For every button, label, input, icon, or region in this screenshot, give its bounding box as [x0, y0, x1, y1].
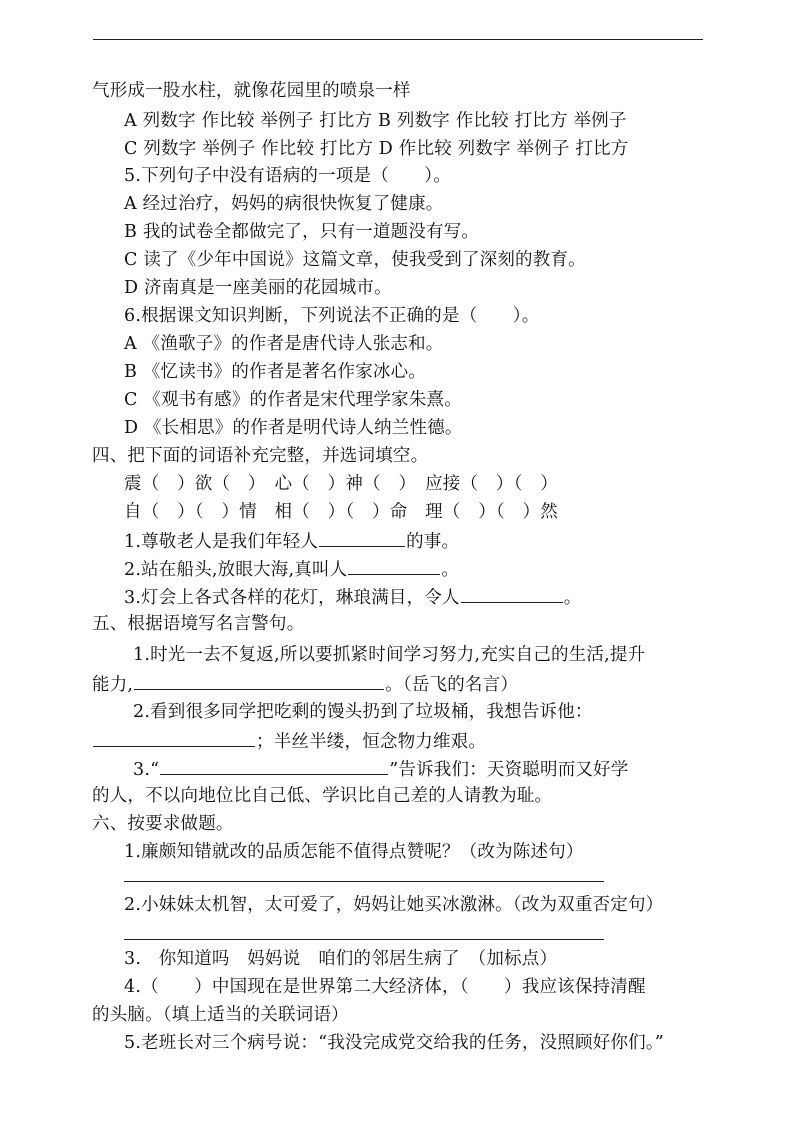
sentence-text: 。 [441, 560, 460, 580]
option-c: C 《观书有感》的作者是宋代理学家朱熹。 [124, 390, 462, 410]
sentence-text: 2.站在船头,放眼大海,真叫人 [124, 560, 348, 580]
answer-blank[interactable] [93, 728, 255, 747]
task-4: 4.（ ）中国现在是世界第二大经济体，（ ）我应该保持清醒 [124, 977, 646, 997]
sentence-text: ”告诉我们：天资聪明而又好学 [389, 760, 629, 780]
answer-line[interactable] [124, 881, 604, 882]
question-5: 5.下列句子中没有语病的一项是（ ）。 [124, 166, 451, 186]
option-c: C 读了《少年中国说》这篇文章，使我受到了深刻的教育。 [124, 250, 586, 270]
fill-sentence-3 [124, 584, 581, 608]
task-1: 1.廉颇知错就改的品质怎能不值得点赞呢？（改为陈述句） [124, 842, 584, 862]
answer-blank[interactable] [461, 584, 563, 603]
option-d: D 《长相思》的作者是明代诗人纳兰性德。 [124, 418, 463, 438]
sentence-text: 1.尊敬老人是我们年轻人 [124, 532, 319, 552]
fill-sentence-1 [124, 528, 459, 552]
sentence-text: 的事。 [406, 532, 460, 552]
option-b: B 《忆读书》的作者是著名作家冰心。 [124, 362, 427, 382]
sentence-text: 3.灯会上各式各样的花灯，琳琅满目，令人 [124, 588, 460, 608]
sentence-text: 3.“ [133, 760, 160, 780]
answer-blank[interactable] [348, 556, 440, 575]
text-line: 的头脑。（填上适当的关联词语） [92, 1005, 349, 1025]
option-line: C 列数字 举例子 作比较 打比方 D 作比较 列数字 举例子 打比方 [124, 139, 629, 159]
question-6: 6.根据课文知识判断，下列说法不正确的是（ ）。 [124, 306, 540, 326]
option-b: B 我的试卷全都做完了，只有一道题没有写。 [124, 222, 480, 242]
task-5: 5.老班长对三个病号说：“我没完成党交给我的任务，没照顾好你们。” [124, 1033, 664, 1053]
text-line: 气形成一股水柱，就像花园里的喷泉一样 [92, 81, 411, 101]
answer-blank[interactable] [134, 671, 384, 690]
section-4-heading: 四、把下面的词语补充完整，并选词填空。 [92, 446, 429, 466]
option-a: A 经过治疗，妈妈的病很快恢复了健康。 [124, 194, 444, 214]
header-rule [93, 39, 703, 40]
task-2: 2.小妹妹太机智，太可爱了，妈妈让她买冰激淋。（改为双重否定句） [124, 895, 664, 915]
sentence-text: ；半丝半缕，恒念物力维艰。 [256, 732, 487, 752]
word-fill-row: 震（ ）欲（ ） 心（ ）神（ ） 应接（ ）（ ） [124, 474, 558, 494]
text-line: 的人，不以向地位比自己低、学识比自己差的人请教为耻。 [92, 786, 553, 806]
quote-question-2: 2.看到很多同学把吃剩的馒头扔到了垃圾桶，我想告诉他： [133, 702, 593, 722]
quote-answer-line [92, 728, 486, 752]
fill-sentence-2 [124, 556, 459, 580]
sentence-text: 。 [563, 588, 582, 608]
option-d: D 济南真是一座美丽的花园城市。 [124, 278, 392, 298]
sentence-text: 。（岳飞的名言） [385, 675, 519, 695]
answer-blank[interactable] [319, 528, 405, 547]
section-5-heading: 五、根据语境写名言警句。 [92, 614, 305, 634]
answer-line[interactable] [124, 939, 604, 940]
sentence-text: 能力, [92, 675, 134, 695]
answer-blank[interactable] [160, 756, 388, 775]
task-3: 3. 你知道吗 妈妈说 咱们的邻居生病了 （加标点） [124, 949, 558, 969]
quote-question-3 [133, 756, 629, 780]
word-fill-row: 自（ ）（ ）情 相（ ）（ ）命 理（ ）（ ）然 [124, 502, 558, 522]
option-line: A 列数字 作比较 举例子 打比方 B 列数字 作比较 打比方 举例子 [124, 111, 627, 131]
quote-question-1: 1.时光一去不复返,所以要抓紧时间学习努力,充实自己的生活,提升 [133, 645, 646, 665]
section-6-heading: 六、按要求做题。 [92, 814, 234, 834]
quote-answer-line [92, 671, 518, 695]
option-a: A 《渔歌子》的作者是唐代诗人张志和。 [124, 334, 444, 354]
